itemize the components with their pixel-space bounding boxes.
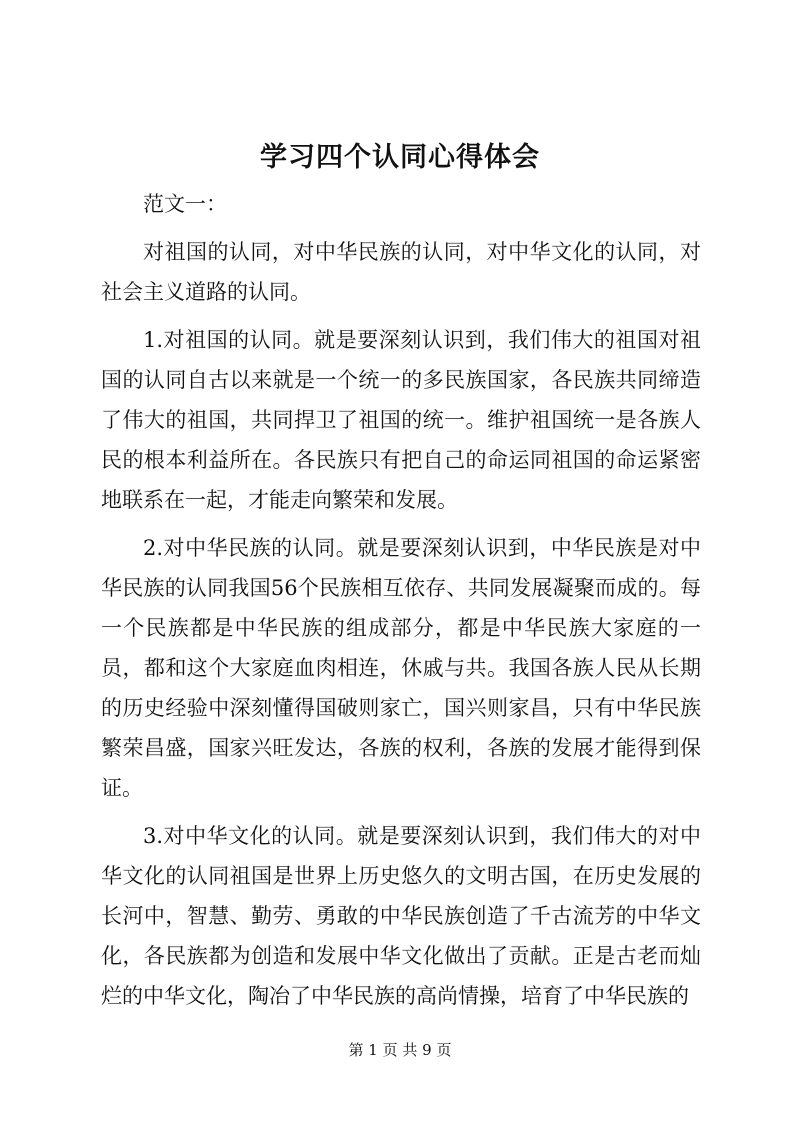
section-label: 范文一： [143, 192, 227, 216]
paragraph-intro: 对祖国的认同，对中华民族的认同，对中华文化的认同，对社会主义道路的认同。 [101, 240, 701, 304]
paragraph-1: 1.对祖国的认同。就是要深刻认识到，我们伟大的祖国对祖国的认同自古以来就是一个统一的多民族国家，各民族共同缔造了伟大的祖国，共同捍卫了祖国的统一。维护祖国统一是各族人民的根本利益所在。各民族只有把自己的命运同祖国的命运紧密地联系在一起，才能走向繁荣和发展。 [101, 328, 701, 512]
paragraph-3: 3.对中华文化的认同。就是要深刻认识到，我们伟大的对中华文化的认同祖国是世界上历史悠久的文明古国，在历史发展的长河中，智慧、勤劳、勇敢的中华民族创造了千古流芳的中华文化，各民族都为创造和发展中华文化做出了贡献。正是古老而灿烂的中华文化，陶冶了中华民族的高尚情操，培育了中华民族的 [101, 824, 701, 1008]
paragraph-2: 2.对中华民族的认同。就是要深刻认识到，中华民族是对中华民族的认同我国56个民族相互依存、共同发展凝聚而成的。每一个民族都是中华民族的组成部分，都是中华民族大家庭的一员，都和这个大家庭血肉相连，休戚与共。我国各族人民从长期的历史经验中深刻懂得国破则家亡，国兴则家昌，只有中华民族繁荣昌盛，国家兴旺发达，各族的权利，各族的发展才能得到保证。 [101, 536, 701, 800]
document-body [101, 184, 701, 1024]
document-title: 学习四个认同心得体会 [260, 142, 540, 173]
page-footer: 第 1 页 共 9 页 [348, 1041, 452, 1059]
